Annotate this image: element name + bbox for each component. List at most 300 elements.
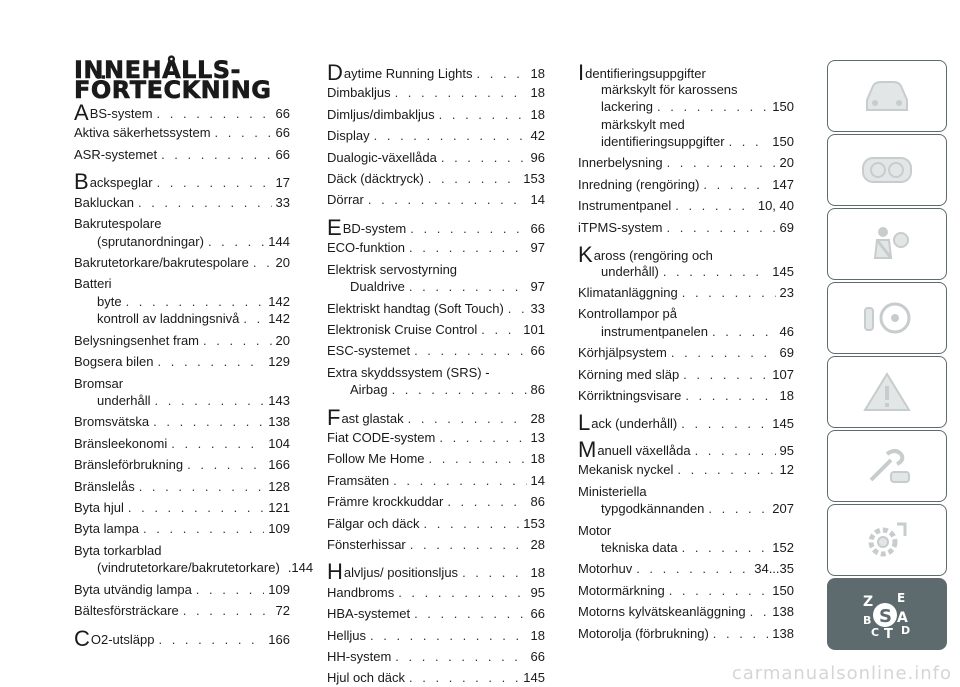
index-entry [74, 559, 314, 577]
index-entry [578, 98, 794, 116]
index-entry-label: Bältesförsträckare [74, 603, 179, 619]
index-initial-letter: A [74, 100, 89, 125]
index-entry [578, 560, 794, 578]
index-entry-label: Ministeriella [578, 483, 647, 499]
index-entry [74, 293, 290, 311]
page-title [74, 56, 272, 104]
index-entry [74, 435, 290, 453]
index-page-number: 42 [530, 128, 545, 144]
leader-dots [161, 146, 271, 164]
index-entry-label [74, 100, 153, 125]
index-page-number: 166 [268, 457, 290, 473]
index-entry [74, 353, 290, 371]
index-page-number: 23 [779, 284, 794, 300]
index-entry-label: Bakrutespolare [74, 216, 162, 231]
index-page-number: 138 [772, 604, 794, 620]
index-entry [74, 581, 290, 599]
index-page-number: 18 [530, 627, 545, 643]
leader-dots [712, 323, 776, 341]
index-entry [327, 214, 545, 240]
leader-dots [187, 456, 264, 474]
index-entry-label: instrumentpanelen [601, 323, 708, 339]
leader-dots [477, 63, 527, 85]
index-entry [74, 520, 290, 538]
seatbelt-airbag-icon [857, 218, 917, 270]
index-entry [327, 559, 545, 585]
index-entry-label: Körhjälpsystem [578, 345, 667, 361]
leader-dots [398, 584, 526, 602]
index-page-number: 20 [275, 254, 290, 270]
leader-dots [508, 300, 527, 318]
index-page-number: 18 [530, 451, 545, 467]
index-page-number: 72 [275, 603, 290, 619]
leader-dots [128, 499, 264, 517]
index-entry-label: Handbroms [327, 584, 395, 600]
index-page-number: 95 [779, 442, 794, 458]
index-entry [327, 149, 545, 167]
leader-dots [439, 106, 527, 124]
index-entry-label: HBA-systemet [327, 606, 411, 622]
index-page-number: 143 [268, 393, 290, 408]
leader-dots [138, 194, 272, 212]
index-page-number: 33 [275, 194, 290, 210]
leader-dots [441, 149, 527, 167]
index-page-number: 166 [268, 631, 290, 647]
index-entry [578, 436, 794, 462]
index-entry-label [327, 214, 407, 240]
leader-dots [157, 172, 272, 194]
index-entry [74, 478, 290, 496]
leader-dots [139, 478, 265, 496]
index-page-number: 66 [530, 649, 545, 664]
index-initial-letter: M [578, 436, 597, 462]
index-entry-label: Fälgar och däck [327, 515, 420, 531]
index-letter-z: Z [863, 594, 874, 610]
index-entry-label [74, 169, 153, 195]
gear-specs-icon [857, 514, 917, 566]
index-page-number: 14 [530, 192, 545, 208]
index-page-number: 145 [772, 263, 794, 279]
index-entry-label: identifieringsuppgifter [601, 134, 725, 149]
leader-dots [143, 520, 264, 538]
index-entry-label: Extra skyddssystem (SRS) - [327, 364, 490, 380]
index-initial-letter: L [578, 410, 591, 436]
leader-dots [215, 124, 272, 142]
leader-dots [663, 263, 768, 281]
index-entry [578, 81, 794, 99]
index-entry [578, 387, 794, 405]
leader-dots [196, 581, 265, 599]
index-entry [74, 146, 290, 164]
index-entry-label: Airbag [350, 382, 388, 398]
index-page-number: 150 [772, 134, 794, 149]
leader-dots [155, 392, 265, 410]
index-entry [327, 261, 545, 279]
leader-dots [750, 603, 769, 621]
index-entry-label: Motorns kylvätskeanläggning [578, 604, 746, 620]
tab-maintenance[interactable] [827, 504, 947, 576]
index-entry-label: lackering [601, 99, 654, 114]
index-page-number: 121 [268, 500, 290, 515]
leader-dots [657, 98, 768, 116]
index-page-number: 150 [772, 99, 794, 114]
index-entry-label: Framsäten [327, 472, 390, 488]
index-entry [327, 364, 545, 382]
index-entry-label: Aktiva säkerhetssystem [74, 125, 211, 141]
index-entry-label: Helljus [327, 627, 367, 643]
leader-dots [713, 625, 769, 643]
index-entry [74, 275, 290, 293]
index-entry-label: Elektriskt handtag (Soft Touch) [327, 300, 504, 316]
index-entry-label: byte [97, 293, 122, 309]
index-entry-label: HH-system [327, 649, 392, 664]
index-page-number: 97 [530, 279, 545, 295]
index-entry-label: Dualdrive [350, 279, 405, 295]
index-letter-t: T [884, 627, 893, 640]
index-entry [327, 450, 545, 468]
index-page-number: 107 [772, 366, 794, 382]
index-entry [74, 194, 290, 212]
wrench-car-icon [857, 440, 917, 492]
tab-index[interactable] [827, 578, 947, 650]
index-page-number: 128 [268, 478, 290, 494]
index-entry-label: Byta utvändig lampa [74, 581, 192, 597]
leader-dots [439, 429, 526, 447]
index-entry-text: BS-system [89, 106, 153, 121]
index-entry [327, 493, 545, 511]
index-entry [74, 310, 290, 328]
index-entry [74, 254, 290, 272]
index-page-number: .144 [287, 560, 314, 576]
title-line-2: FÖRTECKNING [74, 76, 272, 104]
leader-dots [374, 127, 527, 145]
index-letters-icon [857, 588, 917, 640]
index-page-number: 69 [779, 219, 794, 235]
leader-dots [683, 366, 768, 384]
leader-dots [669, 582, 769, 600]
index-entry [327, 239, 545, 257]
index-entry-label: iTPMS-system [578, 219, 663, 235]
index-entry-label: Motor [578, 522, 612, 538]
index-page-number: 12 [779, 462, 794, 478]
leader-dots [410, 536, 527, 554]
index-entry-text: ackspeglar [89, 175, 153, 191]
index-entry-label: tekniska data [601, 540, 678, 555]
index-entry-label: Dimbakljus [327, 85, 391, 101]
index-entry [327, 584, 545, 602]
leader-dots [409, 239, 526, 257]
leader-dots [703, 176, 768, 194]
index-letter-d: D [901, 624, 911, 637]
tab-emergency[interactable] [827, 430, 947, 502]
leader-dots [428, 170, 520, 188]
index-page-number: 14 [530, 472, 545, 488]
index-entry [74, 542, 290, 560]
index-entry [578, 219, 794, 237]
triangle-warning-icon [857, 366, 917, 418]
leader-dots [636, 560, 750, 578]
watermark: carmanualsonline.info [731, 662, 952, 684]
index-entry-label: Fiat CODE-system [327, 430, 436, 445]
index-entry [578, 625, 794, 643]
index-entry-label [578, 410, 678, 436]
index-entry-label: Dualogic-växellåda [327, 149, 437, 165]
index-entry-label [327, 60, 473, 85]
leader-dots [409, 278, 527, 296]
title-line-1: INNEHÅLLS- [74, 56, 241, 84]
index-entry [327, 170, 545, 188]
index-page-number: 147 [772, 176, 794, 192]
index-page-number: 95 [530, 584, 545, 600]
index-page-number: 152 [772, 540, 794, 555]
leader-dots [203, 332, 272, 350]
index-entry-label: Byta torkarblad [74, 542, 162, 558]
index-entry-label: ESC-systemet [327, 343, 411, 359]
index-entry-label: Bränsleekonomi [74, 435, 168, 451]
leader-dots [424, 515, 520, 533]
index-entry [74, 499, 290, 517]
index-page-number: 207 [772, 501, 794, 517]
index-page-number: 86 [530, 382, 545, 398]
index-page-number: 153 [523, 515, 545, 531]
index-page-number: 66 [275, 125, 290, 141]
index-entry [578, 284, 794, 302]
leader-dots [481, 321, 519, 339]
index-entry [74, 169, 290, 195]
index-entry [327, 404, 545, 430]
leader-dots [157, 103, 272, 125]
index-page-number: 66 [530, 220, 545, 236]
index-entry-label: Däck (däcktryck) [327, 171, 424, 186]
index-entry-text: dentifieringsuppgifter [585, 66, 706, 81]
index-page-number: 34...35 [754, 561, 794, 577]
index-page-number: 18 [779, 388, 794, 403]
leader-dots [253, 254, 272, 272]
index-page-number: 144 [268, 233, 290, 249]
index-initial-letter: E [327, 214, 342, 240]
index-entry [327, 515, 545, 533]
index-entry-label: Bakluckan [74, 194, 134, 210]
index-entry [578, 263, 794, 281]
index-entry-label: Innerbelysning [578, 155, 663, 171]
index-entry-text: anuell växellåda [597, 442, 691, 458]
leader-dots [695, 440, 776, 462]
index-entry [327, 300, 545, 318]
index-entry-text: alvljus/ positionsljus [343, 565, 459, 581]
index-entry [578, 410, 794, 436]
index-page-number: 18 [530, 565, 545, 581]
index-entry-label: Byta hjul [74, 500, 124, 515]
index-page-number: 142 [268, 311, 290, 327]
index-page-number: 109 [268, 521, 290, 537]
index-entry-label: Bogsera bilen [74, 354, 154, 370]
index-entry-label: kontroll av laddningsnivå [97, 311, 240, 327]
index-entry-label: underhåll [97, 393, 151, 408]
index-page-number: 129 [268, 354, 290, 370]
index-entry [327, 381, 545, 399]
index-entry-label: Bränslelås [74, 478, 135, 494]
tab-safety[interactable] [827, 208, 947, 280]
leader-dots [667, 219, 776, 237]
index-page-number: 138 [772, 625, 794, 641]
index-entry-label: Follow Me Home [327, 451, 425, 467]
index-entry [327, 278, 545, 296]
index-page-number: 150 [772, 582, 794, 598]
index-entry [74, 124, 290, 142]
index-page-number: 101 [523, 321, 545, 337]
leader-dots [462, 562, 526, 584]
index-entry [578, 539, 794, 557]
index-entry-label: Inredning (rengöring) [578, 176, 700, 192]
index-entry [578, 582, 794, 600]
tab-warning-lights[interactable] [827, 356, 947, 428]
leader-dots [208, 233, 264, 251]
index-entry [327, 429, 545, 447]
leader-dots [243, 310, 264, 328]
index-entry-label: (vindrutetorkare/bakrutetorkare) [97, 560, 280, 576]
tab-starting-driving[interactable] [827, 282, 947, 354]
leader-dots [410, 218, 526, 240]
index-entry-text: aross (rengöring och [593, 248, 713, 263]
leader-dots [153, 413, 264, 431]
car-front-icon [857, 70, 917, 122]
leader-dots [158, 629, 264, 651]
tab-car-front[interactable] [827, 60, 947, 132]
index-entry [578, 305, 794, 323]
index-page-number: 142 [268, 293, 290, 309]
leader-dots [685, 387, 775, 405]
index-entry [578, 461, 794, 479]
index-entry-label: Bromsar [74, 375, 124, 391]
leader-dots [681, 413, 768, 435]
index-entry-label: Motorhuv [578, 561, 633, 577]
dashboard-icon [857, 144, 917, 196]
index-page-number: 69 [779, 345, 794, 361]
index-page-number: 66 [275, 106, 290, 121]
index-entry-label: Motorolja (förbrukning) [578, 625, 709, 641]
index-page-number: 18 [530, 85, 545, 101]
index-entry [74, 413, 290, 431]
index-entry [74, 602, 290, 620]
leader-dots [671, 344, 776, 362]
index-entry-label: Klimatanläggning [578, 284, 678, 300]
index-page-number: 86 [530, 494, 545, 510]
leader-dots [395, 84, 527, 102]
index-entry [74, 456, 290, 474]
index-entry [327, 84, 545, 102]
tab-dashboard[interactable] [827, 134, 947, 206]
index-entry [327, 321, 545, 339]
index-entry-label: typgodkännanden [601, 501, 705, 517]
steering-wheel-icon [857, 292, 917, 344]
index-entry-label: (sprutanordningar) [97, 233, 204, 249]
index-entry-label: Körning med släp [578, 366, 680, 382]
leader-dots [675, 197, 754, 215]
index-entry [327, 106, 545, 124]
index-page-number: 109 [268, 581, 290, 597]
index-initial-letter: K [578, 242, 593, 267]
index-page-number: 138 [268, 414, 290, 430]
index-letter-c: C [871, 626, 880, 639]
index-entry [327, 60, 545, 85]
index-letter-e: E [897, 591, 906, 605]
index-entry [327, 536, 545, 554]
index-entry [74, 332, 290, 350]
index-entry-label: Hjul och däck [327, 670, 406, 686]
index-entry-label: märkskylt för karossens [601, 81, 738, 97]
index-entry-label: Bakrutetorkare/bakrutespolare [74, 254, 249, 270]
index-entry [578, 116, 794, 134]
leader-dots [677, 461, 775, 479]
index-entry-label: märkskylt med [601, 116, 685, 132]
index-entry-label: Batteri [74, 276, 112, 292]
index-page-number: 97 [530, 240, 545, 256]
index-entry [327, 627, 545, 645]
index-entry [578, 522, 794, 540]
index-initial-letter: D [327, 60, 343, 85]
index-entry-label: Elektronisk Cruise Control [327, 321, 478, 337]
index-entry-label: Instrumentpanel [578, 198, 672, 214]
index-entry [578, 483, 794, 501]
index-entry [578, 603, 794, 621]
index-initial-letter: I [578, 60, 585, 85]
index-entry [578, 366, 794, 384]
index-initial-letter: C [74, 625, 90, 651]
index-letter-a: A [897, 610, 908, 626]
index-entry [327, 605, 545, 623]
index-entry [74, 625, 290, 651]
index-entry-label: Bromsvätska [74, 414, 150, 430]
index-entry-label: Belysningsenhet fram [74, 332, 200, 348]
index-entry-label: Körriktningsvisare [578, 388, 682, 403]
index-entry [578, 154, 794, 172]
index-entry [74, 100, 290, 125]
index-entry [327, 191, 545, 209]
leader-dots [447, 493, 526, 511]
index-page-number: 96 [530, 149, 545, 165]
index-entry [327, 472, 545, 490]
index-entry-label: Elektrisk servostyrning [327, 261, 458, 277]
index-entry-label: Kontrollampor på [578, 306, 677, 322]
index-entry-label: Främre krockkuddar [327, 494, 444, 510]
index-entry [74, 233, 290, 251]
index-page-number: 18 [530, 66, 545, 81]
index-letter-s: S [879, 606, 892, 627]
index-page-number: 10, 40 [757, 198, 794, 214]
index-page-number: 33 [530, 300, 545, 316]
index-initial-letter: H [327, 559, 343, 585]
index-page-number: 66 [275, 146, 290, 162]
index-entry [578, 176, 794, 194]
index-page-number: 104 [268, 435, 290, 451]
index-initial-letter: B [74, 169, 89, 195]
index-entry-text: ast glastak [341, 410, 404, 426]
index-page-number: 17 [275, 175, 290, 191]
index-entry [74, 392, 290, 410]
index-page-number: 66 [530, 343, 545, 359]
index-page-number: 66 [530, 606, 545, 622]
index-entry [74, 375, 290, 393]
index-entry-label: ASR-systemet [74, 146, 158, 162]
index-entry-label: Dörrar [327, 192, 364, 208]
index-entry-label: Dimljus/dimbakljus [327, 106, 435, 122]
index-page-number: 20 [779, 155, 794, 171]
leader-dots [126, 293, 265, 311]
leader-dots [368, 191, 527, 209]
index-entry-label [74, 625, 155, 651]
leader-dots [183, 602, 272, 620]
index-entry-text: BD-system [342, 220, 407, 236]
